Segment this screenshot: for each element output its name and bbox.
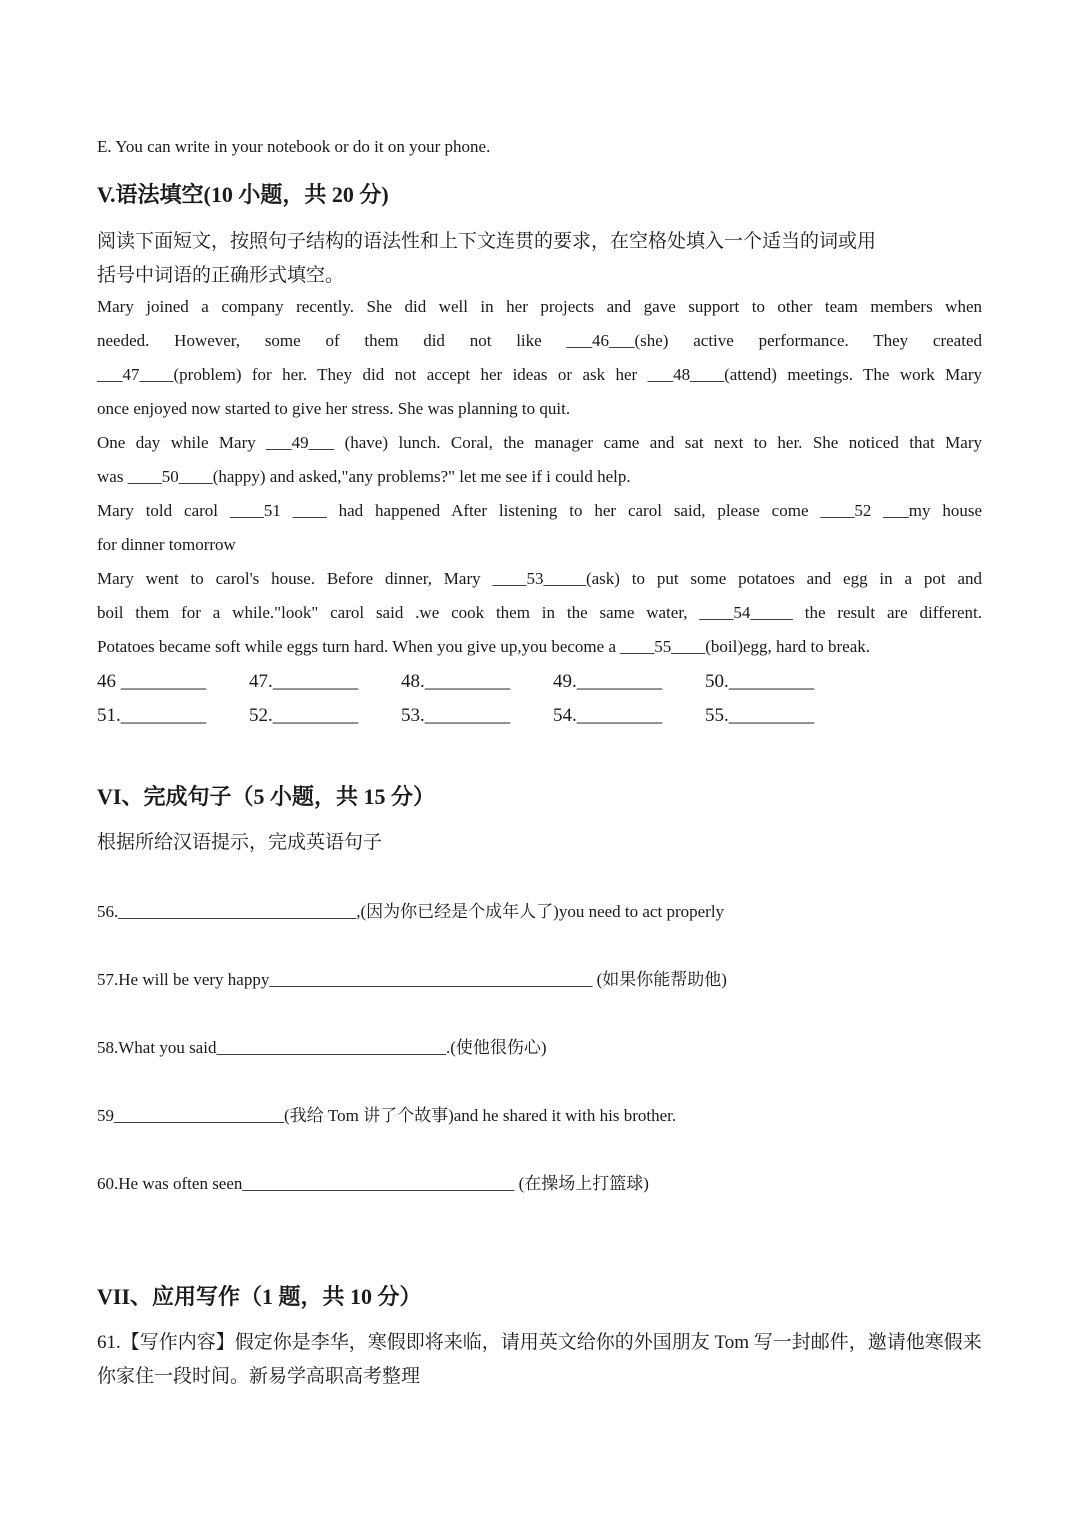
- answer-blank[interactable]: 48._________: [401, 671, 511, 692]
- sentence-item[interactable]: 57.He will be very happy______________________________________ (如果你能帮助他): [97, 970, 727, 989]
- answer-blank[interactable]: 52._________: [249, 705, 359, 726]
- section7-prompt-line2: 你家住一段时间。新易学高职高考整理: [97, 1366, 421, 1387]
- section6-heading: VI、完成句子（5 小题，共 15 分）: [97, 784, 435, 809]
- answer-blank[interactable]: 53._________: [401, 705, 511, 726]
- passage-line: Mary went to carol's house. Before dinner, Mary ____53_____(ask) to put some potatoes and egg in a pot and: [97, 569, 982, 588]
- sentence-item[interactable]: 60.He was often seen________________________________ (在操场上打篮球): [97, 1174, 649, 1193]
- answer-blanks-row-1: [97, 671, 857, 693]
- answer-blank[interactable]: 51._________: [97, 705, 207, 726]
- section5-instruction-line1: 阅读下面短文，按照句子结构的语法性和上下文连贯的要求，在空格处填入一个适当的词或用: [97, 231, 877, 252]
- answer-blank[interactable]: 50._________: [705, 671, 815, 692]
- passage-line: One day while Mary ___49___ (have) lunch. Coral, the manager came and sat next to her. She noticed that Mary: [97, 433, 982, 452]
- section5-heading: V.语法填空(10 小题，共 20 分): [97, 182, 389, 207]
- passage-line: Mary told carol ____51 ____ had happened After listening to her carol said, please come ____52 ___my house: [97, 501, 982, 520]
- passage-line: was ____50____(happy) and asked,"any problems?" let me see if i could help.: [97, 467, 631, 486]
- passage-line: needed. However, some of them did not like ___46___(she) active performance. They created: [97, 331, 982, 350]
- answer-blanks-row-2: [97, 705, 857, 727]
- passage-line: boil them for a while."look" carol said .we cook them in the same water, ____54_____ the result are different.: [97, 603, 982, 622]
- section7-prompt-line1: 61.【写作内容】假定你是李华，寒假即将来临，请用英文给你的外国朋友 Tom 写一封邮件，邀请他寒假来: [97, 1332, 982, 1353]
- answer-blank[interactable]: 54._________: [553, 705, 663, 726]
- section6-instruction: 根据所给汉语提示，完成英语句子: [97, 832, 383, 853]
- answer-blank[interactable]: 47._________: [249, 671, 359, 692]
- sentence-item[interactable]: 56.____________________________,(因为你已经是个成年人了)you need to act properly: [97, 902, 725, 921]
- sentence-item[interactable]: 59____________________(我给 Tom 讲了个故事)and he shared it with his brother.: [97, 1106, 677, 1125]
- passage-line: ___47____(problem) for her. They did not accept her ideas or ask her ___48____(attend) meetings. The work Mary: [97, 365, 982, 384]
- answer-blank[interactable]: 46 _________: [97, 671, 207, 692]
- top-line: E. You can write in your notebook or do it on your phone.: [97, 137, 491, 156]
- passage-line: Potatoes became soft while eggs turn hard. When you give up,you become a ____55____(boil)egg, hard to break.: [97, 637, 870, 656]
- passage-line: once enjoyed now started to give her stress. She was planning to quit.: [97, 399, 571, 418]
- sentence-item[interactable]: 58.What you said___________________________.(使他很伤心): [97, 1038, 547, 1057]
- answer-blank[interactable]: 55._________: [705, 705, 815, 726]
- section7-heading: VII、应用写作（1 题，共 10 分）: [97, 1284, 422, 1309]
- answer-blank[interactable]: 49._________: [553, 671, 663, 692]
- section5-instruction-line2: 括号中词语的正确形式填空。: [97, 265, 345, 286]
- passage-line: for dinner tomorrow: [97, 535, 236, 554]
- passage-line: Mary joined a company recently. She did well in her projects and gave support to other team members when: [97, 297, 982, 316]
